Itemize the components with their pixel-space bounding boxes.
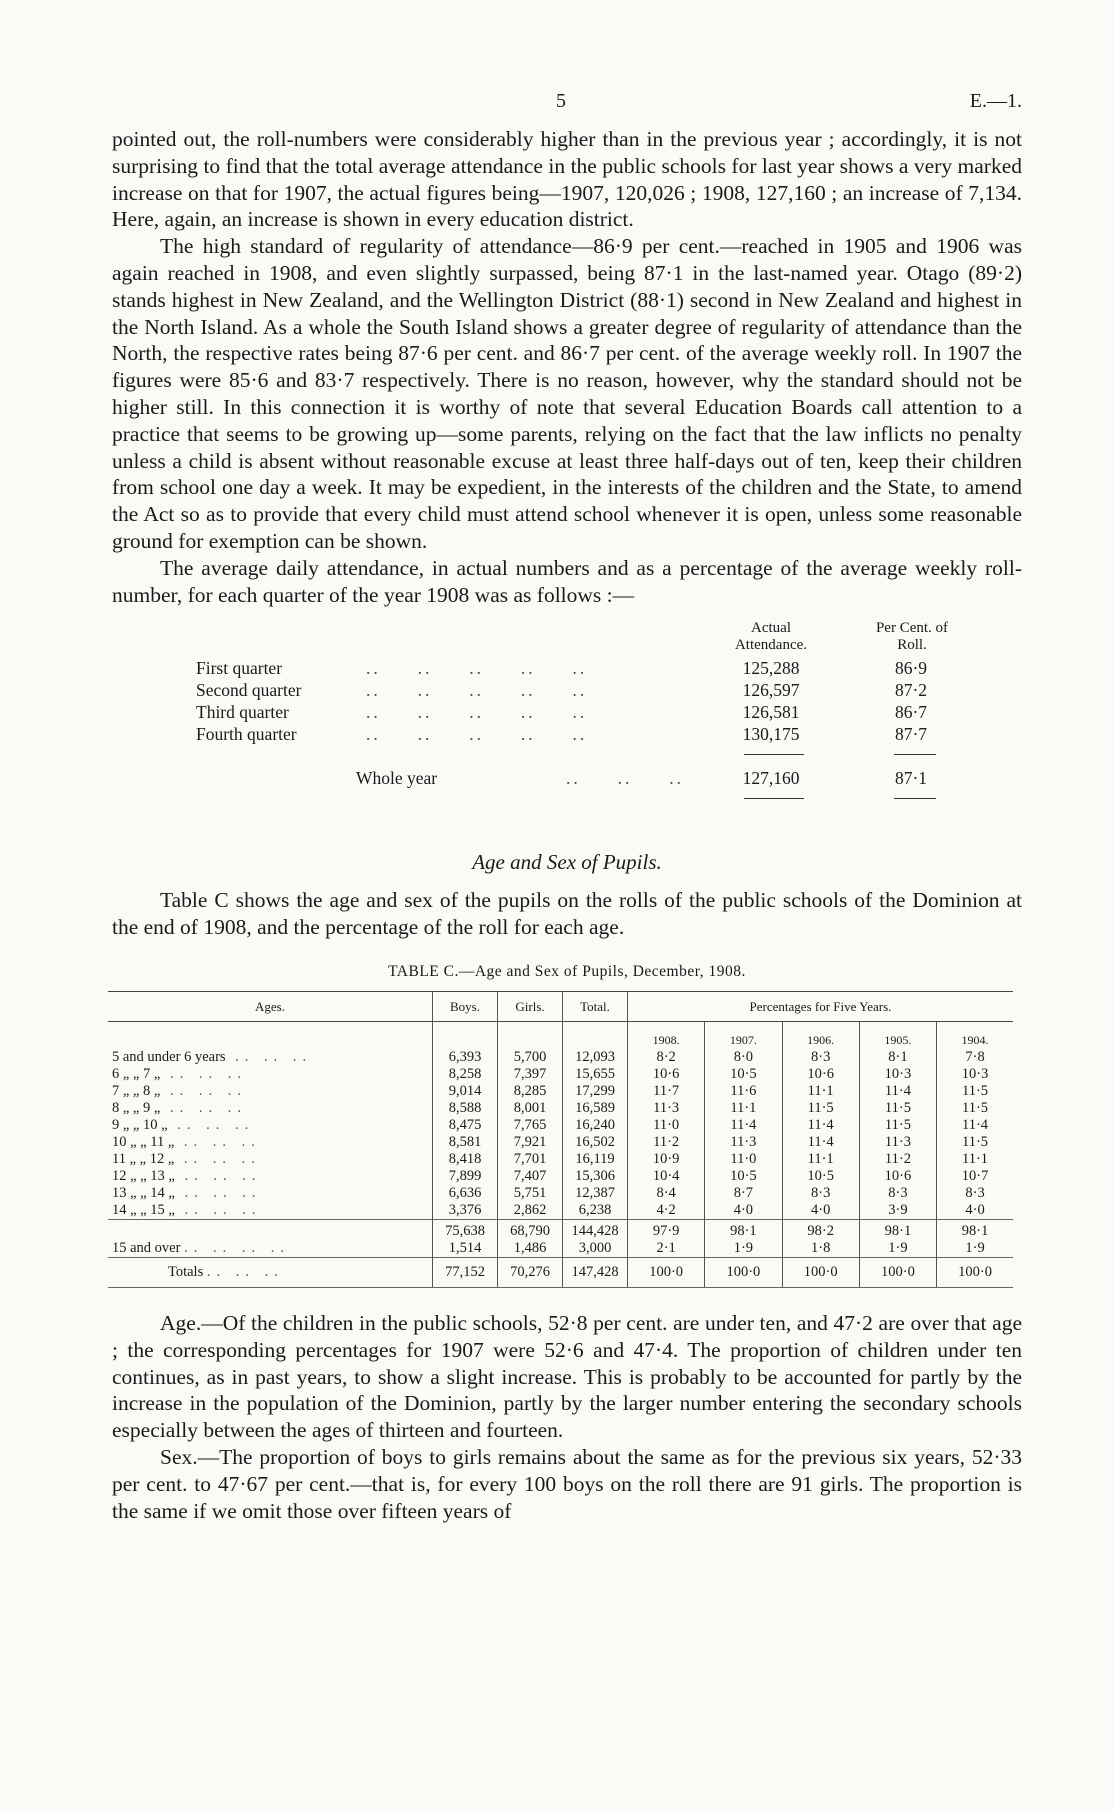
percent-cell: 8·3 bbox=[937, 1185, 1013, 1202]
leader-dots: .. .. .. bbox=[206, 1263, 284, 1280]
percent-cell: 10·3 bbox=[859, 1066, 936, 1083]
subtotal-pct: 98·1 bbox=[937, 1219, 1013, 1240]
girls-cell: 7,397 bbox=[498, 1066, 563, 1083]
age-cell bbox=[108, 1066, 433, 1083]
age-cell bbox=[108, 1049, 433, 1066]
age-cell bbox=[108, 1134, 433, 1151]
paragraph-2: The high standard of regularity of attendance—86·9 per cent.—reached in 1905 and 1906 was again reached in 1908, and even slightly surpassed, being 87·1 in the last-named year. Otago (89·2) stands highest in New Zealand, and the Wellington District (88·1) second in New Zealand and highest in the North Island. As a whole the South Island shows a greater degree of regularity of attendance than the North, the respective rates being 87·6 per cent. and 86·7 per cent. of the average weekly roll. In 1907 the figures were 85·6 and 83·7 respectively. There is no reason, however, why the standard should not be higher still. In this connection it is worthy of note that several Education Boards call attention to a practice that seems to be growing up—some parents, relying on the fact that the law inflicts no penalty unless a child is absent without reasonable excuse at least three half-days out of ten, keep their children from school one day a week. It may be expedient, in the interests of the children and the State, to amend the Act so as to provide that every child must attend school whenever it is open, unless some reasonable ground for exemption can be shown. bbox=[112, 234, 1022, 553]
subtotal-pct: 98·1 bbox=[705, 1219, 782, 1240]
percent-cell: 8·2 bbox=[628, 1049, 705, 1066]
percent-cell: 11·4 bbox=[937, 1117, 1013, 1134]
percent-cell: 10·6 bbox=[859, 1168, 936, 1185]
age-label: 13 „ „ 14 „ bbox=[112, 1184, 175, 1201]
header-percentages: Percentages for Five Years. bbox=[628, 991, 1014, 1021]
leader-dots: .. .. .. bbox=[174, 1201, 262, 1218]
subtotal-pct: 98·2 bbox=[782, 1219, 859, 1240]
girls-cell: 5,700 bbox=[498, 1049, 563, 1066]
age-row bbox=[108, 1100, 1013, 1117]
girls-cell: 2,862 bbox=[498, 1202, 563, 1220]
percent-cell: 10·3 bbox=[937, 1066, 1013, 1083]
percent-cell: 11·2 bbox=[628, 1134, 705, 1151]
age-label: 7 „ „ 8 „ bbox=[112, 1082, 161, 1099]
percent-cell: 8·4 bbox=[628, 1185, 705, 1202]
table-c-header-row bbox=[108, 991, 1013, 1021]
paragraph-4: Table C shows the age and sex of the pupils on the rolls of the public schools of the Dominion at the end of 1908, and the percentage of the roll for each age. bbox=[112, 888, 1022, 940]
age-label: 15 and over bbox=[112, 1239, 181, 1256]
boys-cell: 9,014 bbox=[433, 1083, 498, 1100]
totals-total: 147,428 bbox=[563, 1257, 628, 1287]
attendance-row-label: Second quarter bbox=[196, 680, 302, 701]
attendance-actual: 126,581 bbox=[742, 702, 800, 723]
percent-cell: 11·2 bbox=[859, 1151, 936, 1168]
header-girls: Girls. bbox=[498, 991, 563, 1021]
percent-cell: 11·1 bbox=[782, 1083, 859, 1100]
age-label: 14 „ „ 15 „ bbox=[112, 1201, 175, 1218]
percent-cell: 11·5 bbox=[782, 1100, 859, 1117]
over-15-pct: 1·9 bbox=[705, 1240, 782, 1258]
percent-cell: 11·3 bbox=[859, 1134, 936, 1151]
total-cell: 6,238 bbox=[563, 1202, 628, 1220]
attendance-row-label: First quarter bbox=[196, 658, 283, 679]
boys-cell: 6,393 bbox=[433, 1049, 498, 1066]
attendance-row bbox=[196, 702, 928, 724]
girls-cell: 7,407 bbox=[498, 1168, 563, 1185]
attendance-row-label: Fourth quarter bbox=[196, 724, 297, 745]
totals-pct: 100·0 bbox=[705, 1257, 782, 1287]
age-cell bbox=[108, 1117, 433, 1134]
percent-cell: 4·0 bbox=[782, 1202, 859, 1220]
age-label: Totals bbox=[168, 1263, 204, 1280]
leader-dots: .. .. .. .. .. bbox=[366, 724, 588, 745]
age-cell bbox=[108, 1151, 433, 1168]
total-cell: 16,240 bbox=[563, 1117, 628, 1134]
age-cell bbox=[108, 1185, 433, 1202]
attendance-total-label: Whole year bbox=[356, 768, 438, 789]
percent-cell: 11·5 bbox=[859, 1100, 936, 1117]
percent-cell: 8·0 bbox=[705, 1049, 782, 1066]
attendance-actual: 126,597 bbox=[742, 680, 800, 701]
leader-dots: .. .. .. .. .. bbox=[366, 658, 588, 679]
attendance-col-percent-header: Per Cent. of Roll. bbox=[875, 620, 949, 654]
attendance-total-row bbox=[196, 768, 928, 790]
percent-cell: 8·3 bbox=[859, 1185, 936, 1202]
total-cell: 12,093 bbox=[563, 1049, 628, 1066]
age-row bbox=[108, 1185, 1013, 1202]
totals-pct: 100·0 bbox=[937, 1257, 1013, 1287]
boys-cell: 8,475 bbox=[433, 1117, 498, 1134]
section-title: Age and Sex of Pupils. bbox=[472, 850, 662, 875]
document-page bbox=[112, 90, 1022, 1524]
leader-dots: .. .. .. .. .. bbox=[366, 680, 588, 701]
age-row bbox=[108, 1117, 1013, 1134]
percent-cell: 11·0 bbox=[705, 1151, 782, 1168]
document-reference: E.—1. bbox=[969, 90, 1022, 112]
total-cell: 16,119 bbox=[563, 1151, 628, 1168]
over-15-row bbox=[108, 1240, 1013, 1258]
subtotal-total: 144,428 bbox=[563, 1219, 628, 1240]
percent-cell: 11·1 bbox=[937, 1151, 1013, 1168]
total-cell: 15,306 bbox=[563, 1168, 628, 1185]
girls-cell: 8,285 bbox=[498, 1083, 563, 1100]
leader-dots: .. .. .. .. bbox=[184, 1239, 290, 1256]
age-row bbox=[108, 1134, 1013, 1151]
percent-cell: 7·8 bbox=[937, 1049, 1013, 1066]
percent-cell: 10·7 bbox=[937, 1168, 1013, 1185]
attendance-row-label: Third quarter bbox=[196, 702, 289, 723]
paragraph-sex: Sex.—The proportion of boys to girls remains about the same as for the previous six years, 52·33 per cent. to 47·67 per cent.—that is, for every 100 boys on the roll there are 91 girls. The proportion is the same if we omit those over fifteen years of bbox=[112, 1444, 1022, 1523]
percent-cell: 11·4 bbox=[859, 1083, 936, 1100]
boys-cell: 3,376 bbox=[433, 1202, 498, 1220]
girls-cell: 7,701 bbox=[498, 1151, 563, 1168]
leader-dots: .. .. .. bbox=[174, 1150, 261, 1167]
total-cell: 15,655 bbox=[563, 1066, 628, 1083]
girls-cell: 7,921 bbox=[498, 1134, 563, 1151]
subtotal-row bbox=[108, 1219, 1013, 1240]
sum-rule bbox=[894, 754, 936, 755]
attendance-percent: 87·7 bbox=[894, 724, 928, 745]
attendance-row bbox=[196, 658, 928, 680]
percent-cell: 8·3 bbox=[782, 1049, 859, 1066]
percent-cell: 11·4 bbox=[705, 1117, 782, 1134]
year-label: 1905. bbox=[859, 1021, 936, 1049]
attendance-percent: 86·7 bbox=[894, 702, 928, 723]
percent-cell: 11·4 bbox=[782, 1134, 859, 1151]
percent-cell: 11·6 bbox=[705, 1083, 782, 1100]
over-15-total: 3,000 bbox=[563, 1240, 628, 1258]
attendance-total-percent: 87·1 bbox=[894, 768, 928, 789]
age-label: 8 „ „ 9 „ bbox=[112, 1099, 161, 1116]
percent-cell: 10·5 bbox=[782, 1168, 859, 1185]
leader-dots: .. .. .. bbox=[174, 1167, 262, 1184]
attendance-col-actual-header: Actual Attendance. bbox=[734, 620, 808, 654]
percent-cell: 3·9 bbox=[859, 1202, 936, 1220]
year-label: 1904. bbox=[937, 1021, 1013, 1049]
subtotal-pct: 98·1 bbox=[859, 1219, 936, 1240]
attendance-percent: 86·9 bbox=[894, 658, 928, 679]
percent-cell: 11·4 bbox=[782, 1117, 859, 1134]
totals-row bbox=[108, 1257, 1013, 1287]
over-15-pct: 1·8 bbox=[782, 1240, 859, 1258]
girls-cell: 8,001 bbox=[498, 1100, 563, 1117]
attendance-total-actual: 127,160 bbox=[742, 768, 800, 789]
year-label: 1907. bbox=[705, 1021, 782, 1049]
percent-cell: 8·3 bbox=[782, 1185, 859, 1202]
age-label: 12 „ „ 13 „ bbox=[112, 1167, 175, 1184]
page-header bbox=[112, 90, 1022, 126]
total-cell: 17,299 bbox=[563, 1083, 628, 1100]
percent-cell: 8·7 bbox=[705, 1185, 782, 1202]
percent-cell: 11·5 bbox=[937, 1100, 1013, 1117]
age-row bbox=[108, 1066, 1013, 1083]
percent-cell: 11·7 bbox=[628, 1083, 705, 1100]
percent-cell: 10·5 bbox=[705, 1066, 782, 1083]
age-row bbox=[108, 1049, 1013, 1066]
leader-dots: .. .. .. bbox=[160, 1099, 247, 1116]
age-row bbox=[108, 1083, 1013, 1100]
age-row bbox=[108, 1202, 1013, 1220]
age-cell bbox=[108, 1100, 433, 1117]
percent-cell: 8·1 bbox=[859, 1049, 936, 1066]
percent-cell: 11·3 bbox=[705, 1134, 782, 1151]
over-15-pct: 1·9 bbox=[859, 1240, 936, 1258]
table-c-title: TABLE C.—Age and Sex of Pupils, December, 1908. bbox=[388, 962, 746, 980]
double-rule bbox=[894, 798, 936, 799]
percent-cell: 11·3 bbox=[628, 1100, 705, 1117]
percent-cell: 10·5 bbox=[705, 1168, 782, 1185]
percent-cell: 11·0 bbox=[628, 1117, 705, 1134]
boys-cell: 7,899 bbox=[433, 1168, 498, 1185]
total-cell: 16,502 bbox=[563, 1134, 628, 1151]
boys-cell: 6,636 bbox=[433, 1185, 498, 1202]
header-boys: Boys. bbox=[433, 991, 498, 1021]
totals-boys: 77,152 bbox=[433, 1257, 498, 1287]
leader-dots: .. .. .. bbox=[174, 1133, 261, 1150]
percent-cell: 4·0 bbox=[705, 1202, 782, 1220]
subtotal-pct: 97·9 bbox=[628, 1219, 705, 1240]
boys-cell: 8,588 bbox=[433, 1100, 498, 1117]
sum-rule bbox=[744, 754, 804, 755]
leader-dots: .. .. .. bbox=[174, 1184, 262, 1201]
totals-label bbox=[108, 1257, 433, 1287]
percent-cell: 11·5 bbox=[937, 1134, 1013, 1151]
over-15-girls: 1,486 bbox=[498, 1240, 563, 1258]
age-cell bbox=[108, 1083, 433, 1100]
subtotal-girls: 68,790 bbox=[498, 1219, 563, 1240]
page-number: 5 bbox=[556, 90, 566, 112]
subtotal-boys: 75,638 bbox=[433, 1219, 498, 1240]
header-ages: Ages. bbox=[108, 991, 433, 1021]
attendance-row bbox=[196, 724, 928, 746]
table-c-body bbox=[108, 1049, 1013, 1220]
paragraph-3: The average daily attendance, in actual numbers and as a percentage of the average weekly roll-number, for each quarter of the year 1908 was as follows :— bbox=[112, 555, 1022, 607]
age-label: 5 and under 6 years bbox=[112, 1048, 226, 1065]
year-header-row bbox=[108, 1021, 1013, 1049]
age-label: 6 „ „ 7 „ bbox=[112, 1065, 161, 1082]
attendance-actual: 125,288 bbox=[742, 658, 800, 679]
boys-cell: 8,581 bbox=[433, 1134, 498, 1151]
age-label: 10 „ „ 11 „ bbox=[112, 1133, 175, 1150]
totals-girls: 70,276 bbox=[498, 1257, 563, 1287]
girls-cell: 5,751 bbox=[498, 1185, 563, 1202]
age-label: 11 „ „ 12 „ bbox=[112, 1150, 175, 1167]
leader-dots: .. .. .. bbox=[160, 1082, 247, 1099]
total-cell: 12,387 bbox=[563, 1185, 628, 1202]
age-cell bbox=[108, 1168, 433, 1185]
percent-cell: 4·2 bbox=[628, 1202, 705, 1220]
attendance-actual: 130,175 bbox=[742, 724, 800, 745]
attendance-row bbox=[196, 680, 928, 702]
leader-dots: .. .. .. bbox=[566, 768, 684, 789]
totals-pct: 100·0 bbox=[628, 1257, 705, 1287]
totals-pct: 100·0 bbox=[859, 1257, 936, 1287]
over-15-boys: 1,514 bbox=[433, 1240, 498, 1258]
total-cell: 16,589 bbox=[563, 1100, 628, 1117]
percent-cell: 10·6 bbox=[628, 1066, 705, 1083]
year-label: 1908. bbox=[628, 1021, 705, 1049]
age-label: 9 „ „ 10 „ bbox=[112, 1116, 168, 1133]
over-15-pct: 1·9 bbox=[937, 1240, 1013, 1258]
percent-cell: 11·5 bbox=[937, 1083, 1013, 1100]
leader-dots: .. .. .. bbox=[160, 1065, 247, 1082]
age-row bbox=[108, 1168, 1013, 1185]
age-cell bbox=[108, 1202, 433, 1220]
over-15-label bbox=[108, 1240, 433, 1258]
age-row bbox=[108, 1151, 1013, 1168]
leader-dots: .. .. .. bbox=[225, 1048, 313, 1065]
double-rule bbox=[744, 798, 804, 799]
leader-dots: .. .. .. .. .. bbox=[366, 702, 588, 723]
percent-cell: 4·0 bbox=[937, 1202, 1013, 1220]
percent-cell: 11·1 bbox=[782, 1151, 859, 1168]
table-c bbox=[108, 991, 1013, 1288]
over-15-pct: 2·1 bbox=[628, 1240, 705, 1258]
year-label: 1906. bbox=[782, 1021, 859, 1049]
percent-cell: 11·5 bbox=[859, 1117, 936, 1134]
attendance-table bbox=[112, 608, 1022, 822]
header-total: Total. bbox=[563, 991, 628, 1021]
paragraph-1: pointed out, the roll-numbers were considerably higher than in the previous year ; accordingly, it is not surprising to find that the total average attendance in the public schools for last year shows a very marked increase on that for 1907, the actual figures being—1907, 120,026 ; 1908, 127,160 ; an increase of 7,134. Here, again, an increase is shown in every education district. bbox=[112, 127, 1022, 232]
boys-cell: 8,258 bbox=[433, 1066, 498, 1083]
boys-cell: 8,418 bbox=[433, 1151, 498, 1168]
girls-cell: 7,765 bbox=[498, 1117, 563, 1134]
attendance-percent: 87·2 bbox=[894, 680, 928, 701]
percent-cell: 10·6 bbox=[782, 1066, 859, 1083]
percent-cell: 10·9 bbox=[628, 1151, 705, 1168]
percent-cell: 11·1 bbox=[705, 1100, 782, 1117]
percent-cell: 10·4 bbox=[628, 1168, 705, 1185]
paragraph-age: Age.—Of the children in the public schools, 52·8 per cent. are under ten, and 47·2 are over that age ; the corresponding percentages for 1907 were 52·6 and 47·4. The proportion of children under ten continues, as in past years, to show a slight increase. This is probably to be accounted for partly by the increase in the population of the Dominion, partly by the larger number entering the secondary schools especially between the ages of thirteen and fourteen. bbox=[112, 1310, 1022, 1443]
leader-dots: .. .. .. bbox=[167, 1116, 255, 1133]
totals-pct: 100·0 bbox=[782, 1257, 859, 1287]
